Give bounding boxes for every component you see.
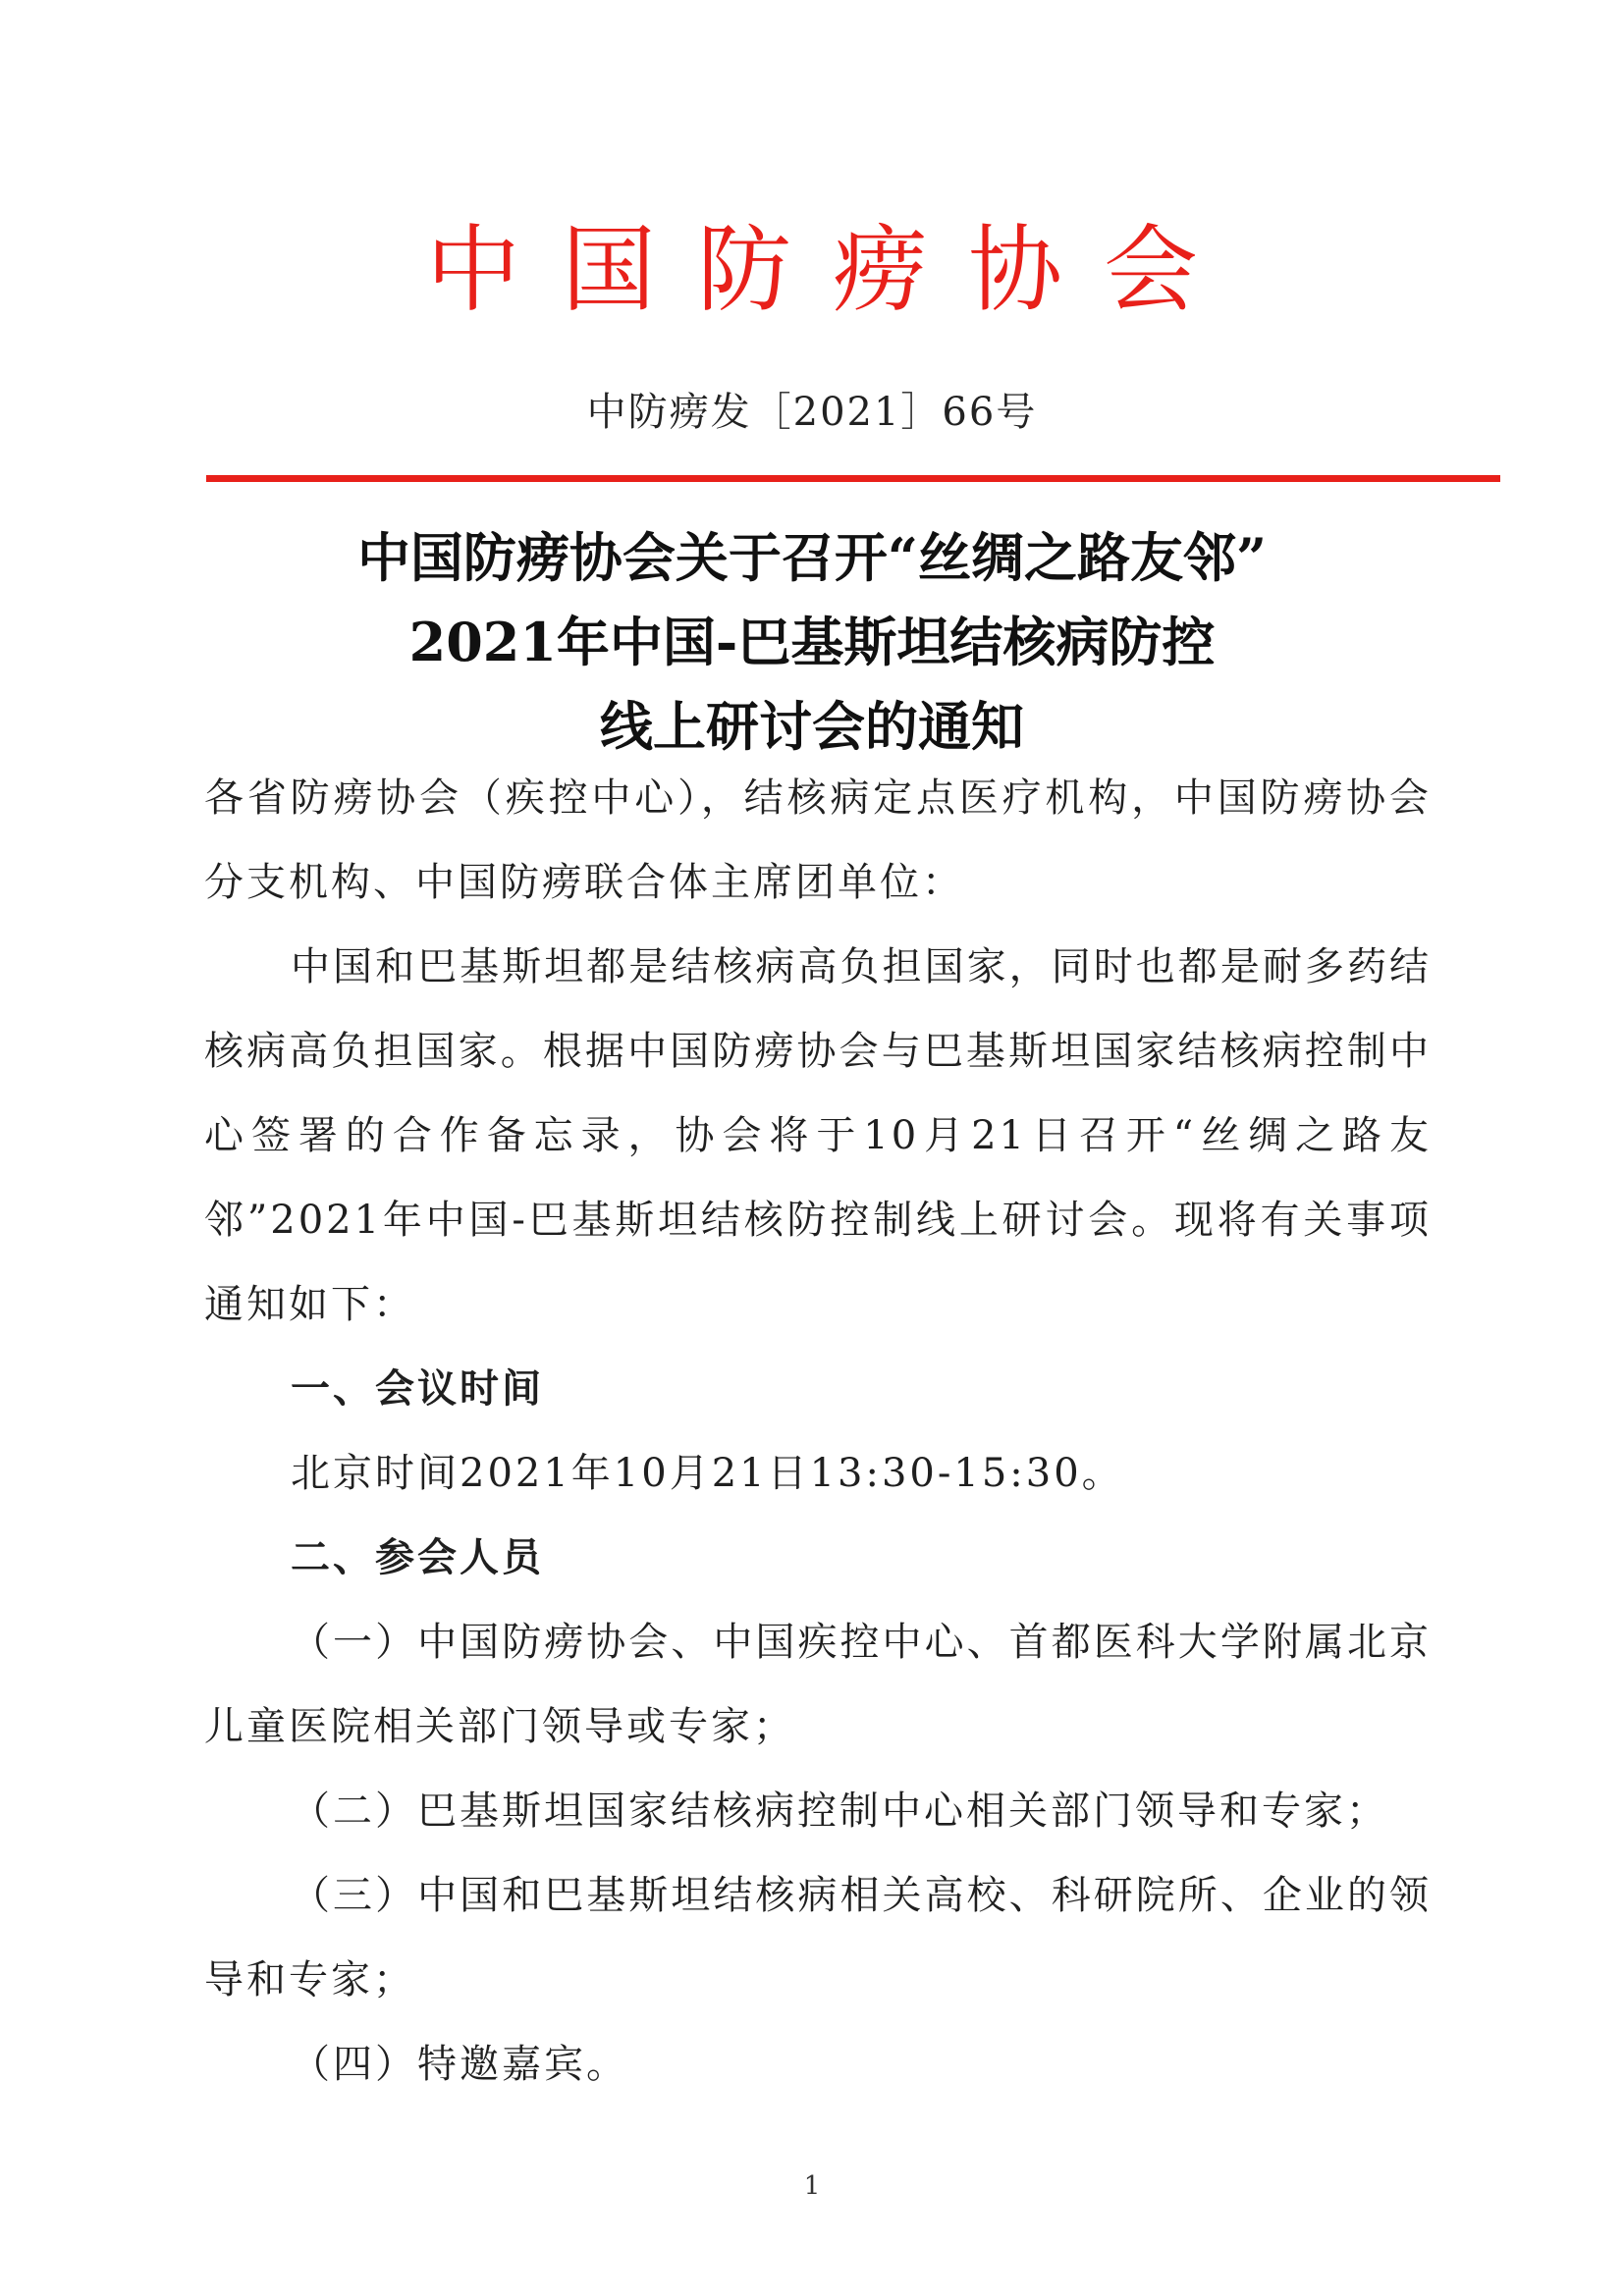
notice-title-line-1: 中国防痨协会关于召开“丝绸之路友邻” [356,526,1268,589]
page-number: 1 [803,2171,821,2201]
attendee-item-1: （一）中国防痨协会、中国疾控中心、首都医科大学附属北京儿童医院相关部门领导或专家； [204,1620,1432,1749]
intro-paragraph: 中国和巴基斯坦都是结核病高负担国家，同时也都是耐多药结核病高负担国家。根据中国防痨协会与巴基斯坦国家结核病控制中心签署的合作备忘录，协会将于10月21日召开“丝绸之路友邻”2021年中国-巴基斯坦结核防控制线上研讨会。现将有关事项通知如下： [204,944,1432,1327]
section-heading-meeting-time: 一、会议时间 [291,1366,544,1412]
attendee-item-4: （四）特邀嘉宾。 [291,2042,628,2087]
meeting-time-text: 北京时间2021年10月21日13:30-15:30。 [291,1451,1124,1496]
red-divider-line [206,475,1500,482]
section-heading-attendees: 二、参会人员 [291,1535,544,1580]
salutation-paragraph: 各省防痨协会（疾控中心），结核病定点医疗机构，中国防痨协会分支机构、中国防痨联合体主席团单位： [204,775,1432,905]
document-number: 中防痨发［2021］66号 [586,390,1038,435]
attendee-item-2: （二）巴基斯坦国家结核病控制中心相关部门领导和专家； [291,1789,1388,1834]
notice-title [137,515,1487,769]
organization-title: 中国防痨协会 [426,215,1239,325]
notice-title-line-3: 线上研讨会的通知 [600,695,1024,758]
notice-body [204,756,1432,2107]
attendee-item-3: （三）中国和巴基斯坦结核病相关高校、科研院所、企业的领导和专家； [204,1873,1432,2002]
notice-title-line-2: 2021年中国-巴基斯坦结核病防控 [408,611,1216,673]
